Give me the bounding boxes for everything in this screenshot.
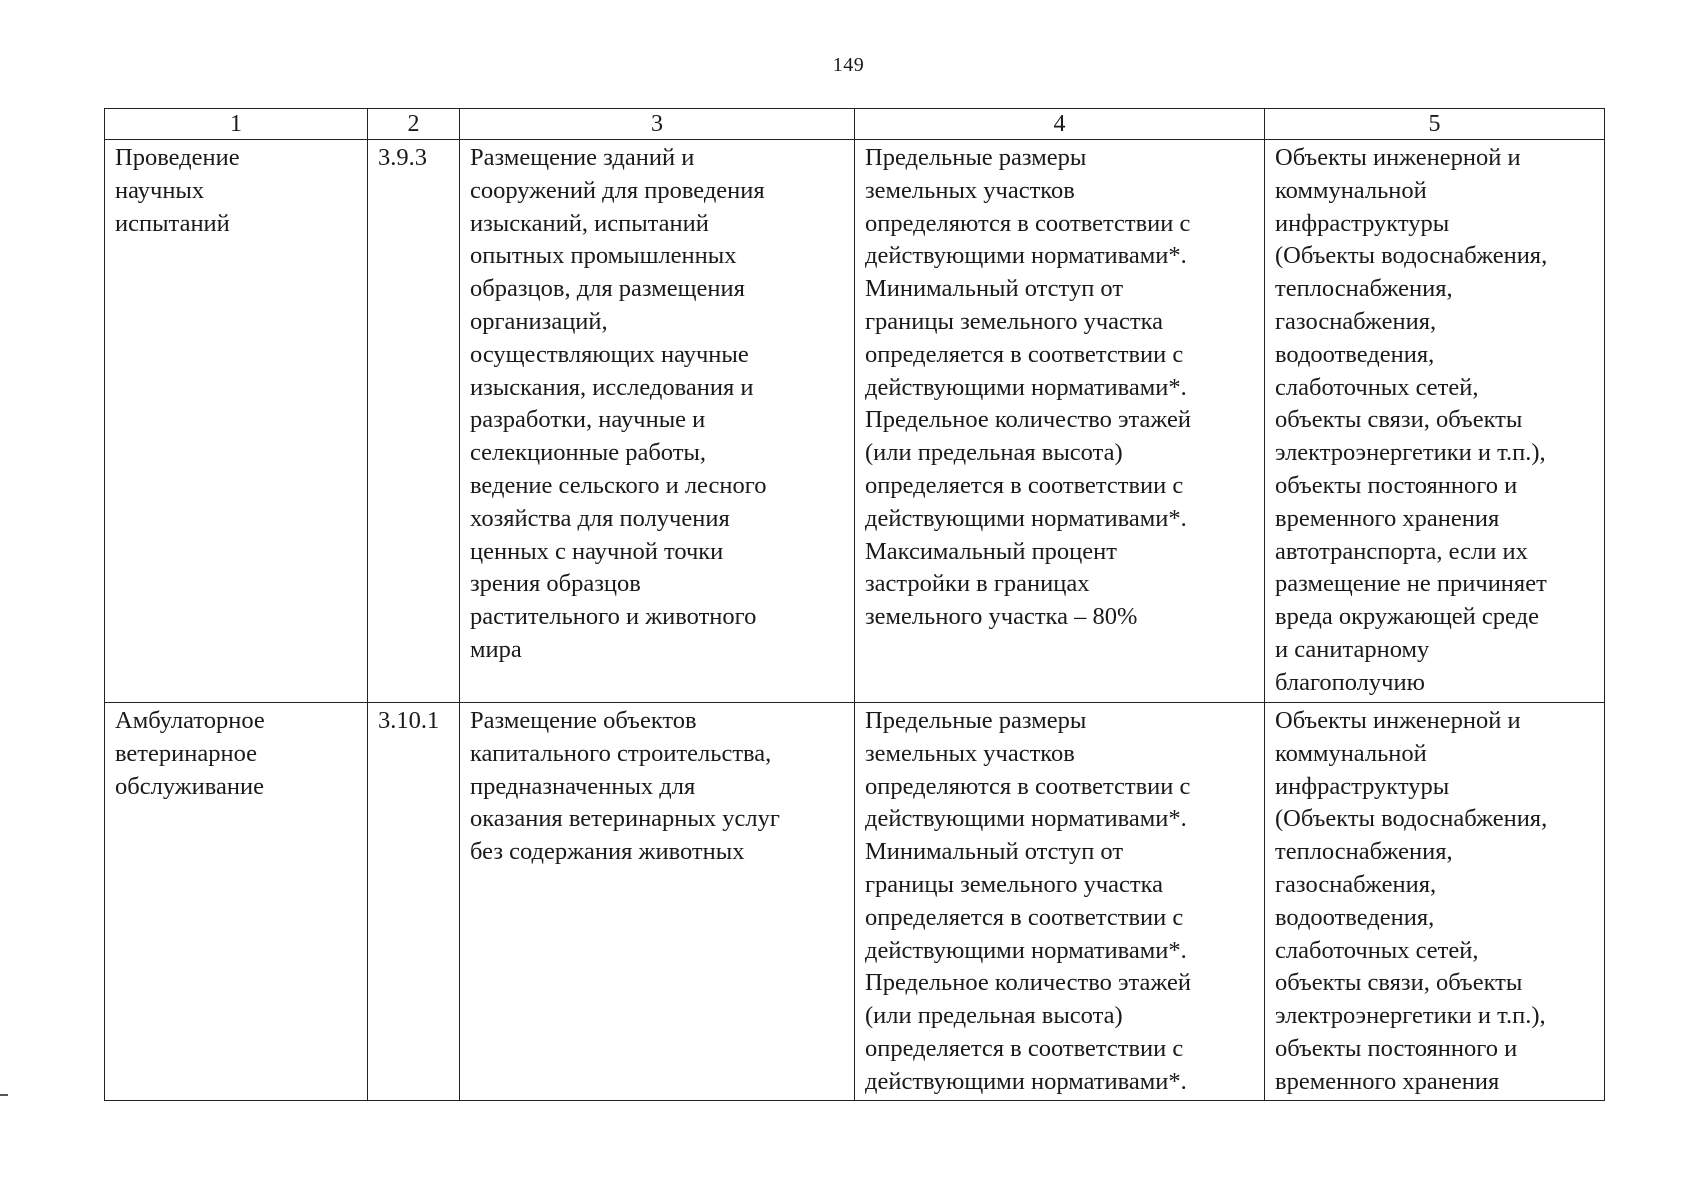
- use-type-name: [115, 142, 359, 240]
- use-type-code-cell: [368, 703, 460, 1101]
- use-description-cell: [460, 703, 855, 1101]
- text-line: слаботочных сетей,: [1275, 936, 1479, 964]
- text-line: Размещение зданий и: [470, 144, 695, 171]
- column-header-5: 5: [1265, 109, 1605, 140]
- text-line: земельных участков: [865, 739, 1075, 767]
- text-line: земельного участка – 80%: [865, 603, 1138, 631]
- text-line: теплоснабжения,: [1275, 275, 1453, 303]
- parameters-cell: [855, 703, 1265, 1101]
- column-header-3: 3: [460, 109, 855, 140]
- text-line: зрения образцов: [470, 570, 641, 598]
- text-line: границы земельного участка: [865, 870, 1164, 898]
- text-line: земельных участков: [865, 176, 1075, 204]
- text-line: Минимальный отступ от: [865, 838, 1124, 866]
- text-line: определяется в соответствии с: [865, 471, 1184, 499]
- use-type-code: 3.10.1: [378, 707, 440, 734]
- text-line: организаций,: [470, 307, 608, 335]
- text-line: действующими нормативами*.: [865, 373, 1187, 401]
- text-line: капитального строительства,: [470, 739, 772, 767]
- text-line: определяется в соответствии с: [865, 903, 1184, 931]
- text-line: Объекты инженерной и: [1275, 144, 1521, 171]
- page-number: 149: [832, 54, 865, 76]
- text-line: действующими нормативами*.: [865, 1067, 1187, 1095]
- use-type-name: [115, 705, 359, 803]
- text-line: Предельное количество этажей: [865, 969, 1191, 997]
- text-line: мира: [470, 635, 522, 663]
- text-line: объекты связи, объекты: [1275, 406, 1523, 434]
- column-header-4: 4: [855, 109, 1265, 140]
- text-line: Предельные размеры: [865, 144, 1087, 171]
- text-line: временного хранения: [1275, 504, 1500, 532]
- text-line: разработки, научные и: [470, 406, 706, 434]
- text-line: обслуживание: [115, 772, 264, 800]
- text-line: определяется в соответствии с: [865, 1034, 1184, 1062]
- text-line: Предельное количество этажей: [865, 406, 1191, 434]
- text-line: объекты постоянного и: [1275, 471, 1518, 499]
- auxiliary-uses-cell: [1265, 703, 1605, 1101]
- scan-edge-mark: [0, 1094, 8, 1096]
- text-line: и санитарному: [1275, 635, 1430, 663]
- text-line: опытных промышленных: [470, 242, 737, 270]
- auxiliary-uses-cell: [1265, 140, 1605, 703]
- column-header-2: 2: [368, 109, 460, 140]
- use-type-name-cell: [105, 140, 368, 703]
- text-line: Размещение объектов: [470, 707, 697, 734]
- text-line: ведение сельского и лесного: [470, 471, 767, 499]
- use-description: [470, 142, 846, 667]
- text-line: теплоснабжения,: [1275, 838, 1453, 866]
- text-line: предназначенных для: [470, 772, 696, 800]
- auxiliary-uses: [1275, 142, 1596, 700]
- text-line: растительного и животного: [470, 603, 757, 631]
- text-line: Предельные размеры: [865, 707, 1087, 734]
- table-row: [105, 140, 1605, 703]
- text-line: определяется в соответствии с: [865, 340, 1184, 368]
- text-line: Амбулаторное: [115, 707, 265, 734]
- text-line: определяются в соответствии с: [865, 209, 1191, 237]
- building-parameters: [865, 705, 1256, 1099]
- building-parameters: [865, 142, 1256, 634]
- text-line: Проведение: [115, 144, 240, 171]
- text-line: Максимальный процент: [865, 537, 1117, 565]
- text-line: действующими нормативами*.: [865, 936, 1187, 964]
- text-line: изыскания, исследования и: [470, 373, 754, 401]
- text-line: объекты связи, объекты: [1275, 969, 1523, 997]
- text-line: границы земельного участка: [865, 307, 1164, 335]
- text-line: сооружений для проведения: [470, 176, 765, 204]
- text-line: газоснабжения,: [1275, 307, 1437, 335]
- text-line: без содержания животных: [470, 838, 745, 866]
- text-line: временного хранения: [1275, 1067, 1500, 1095]
- use-type-code-cell: [368, 140, 460, 703]
- table-header-row: [105, 109, 1605, 140]
- auxiliary-uses: [1275, 705, 1596, 1099]
- text-line: испытаний: [115, 209, 230, 237]
- text-line: определяются в соответствии с: [865, 772, 1191, 800]
- land-use-table: [104, 108, 1605, 1101]
- text-line: (Объекты водоснабжения,: [1275, 805, 1548, 833]
- use-type-name-cell: [105, 703, 368, 1101]
- text-line: ветеринарное: [115, 739, 258, 767]
- text-line: ценных с научной точки: [470, 537, 724, 565]
- text-line: инфраструктуры: [1275, 772, 1450, 800]
- parameters-cell: [855, 140, 1265, 703]
- text-line: хозяйства для получения: [470, 504, 730, 532]
- text-line: газоснабжения,: [1275, 870, 1437, 898]
- text-line: благополучию: [1275, 668, 1425, 696]
- text-line: водоотведения,: [1275, 340, 1435, 368]
- text-line: вреда окружающей среде: [1275, 603, 1539, 631]
- text-line: автотранспорта, если их: [1275, 537, 1528, 565]
- text-line: оказания ветеринарных услуг: [470, 805, 780, 833]
- text-line: коммунальной: [1275, 739, 1427, 767]
- text-line: образцов, для размещения: [470, 275, 745, 303]
- text-line: осуществляющих научные: [470, 340, 749, 368]
- text-line: размещение не причиняет: [1275, 570, 1547, 598]
- text-line: слаботочных сетей,: [1275, 373, 1479, 401]
- text-line: коммунальной: [1275, 176, 1427, 204]
- text-line: инфраструктуры: [1275, 209, 1450, 237]
- table-row: [105, 703, 1605, 1101]
- use-description: [470, 705, 846, 869]
- text-line: научных: [115, 176, 205, 204]
- text-line: изысканий, испытаний: [470, 209, 709, 237]
- text-line: (Объекты водоснабжения,: [1275, 242, 1548, 270]
- text-line: Минимальный отступ от: [865, 275, 1124, 303]
- use-type-code: 3.9.3: [378, 144, 427, 171]
- text-line: застройки в границах: [865, 570, 1090, 598]
- text-line: действующими нормативами*.: [865, 242, 1187, 270]
- text-line: Объекты инженерной и: [1275, 707, 1521, 734]
- text-line: электроэнергетики и т.п.),: [1275, 1002, 1546, 1030]
- text-line: (или предельная высота): [865, 439, 1123, 467]
- text-line: селекционные работы,: [470, 439, 707, 467]
- text-line: объекты постоянного и: [1275, 1034, 1518, 1062]
- text-line: водоотведения,: [1275, 903, 1435, 931]
- column-header-1: 1: [105, 109, 368, 140]
- text-line: действующими нормативами*.: [865, 805, 1187, 833]
- use-description-cell: [460, 140, 855, 703]
- text-line: электроэнергетики и т.п.),: [1275, 439, 1546, 467]
- text-line: (или предельная высота): [865, 1002, 1123, 1030]
- text-line: действующими нормативами*.: [865, 504, 1187, 532]
